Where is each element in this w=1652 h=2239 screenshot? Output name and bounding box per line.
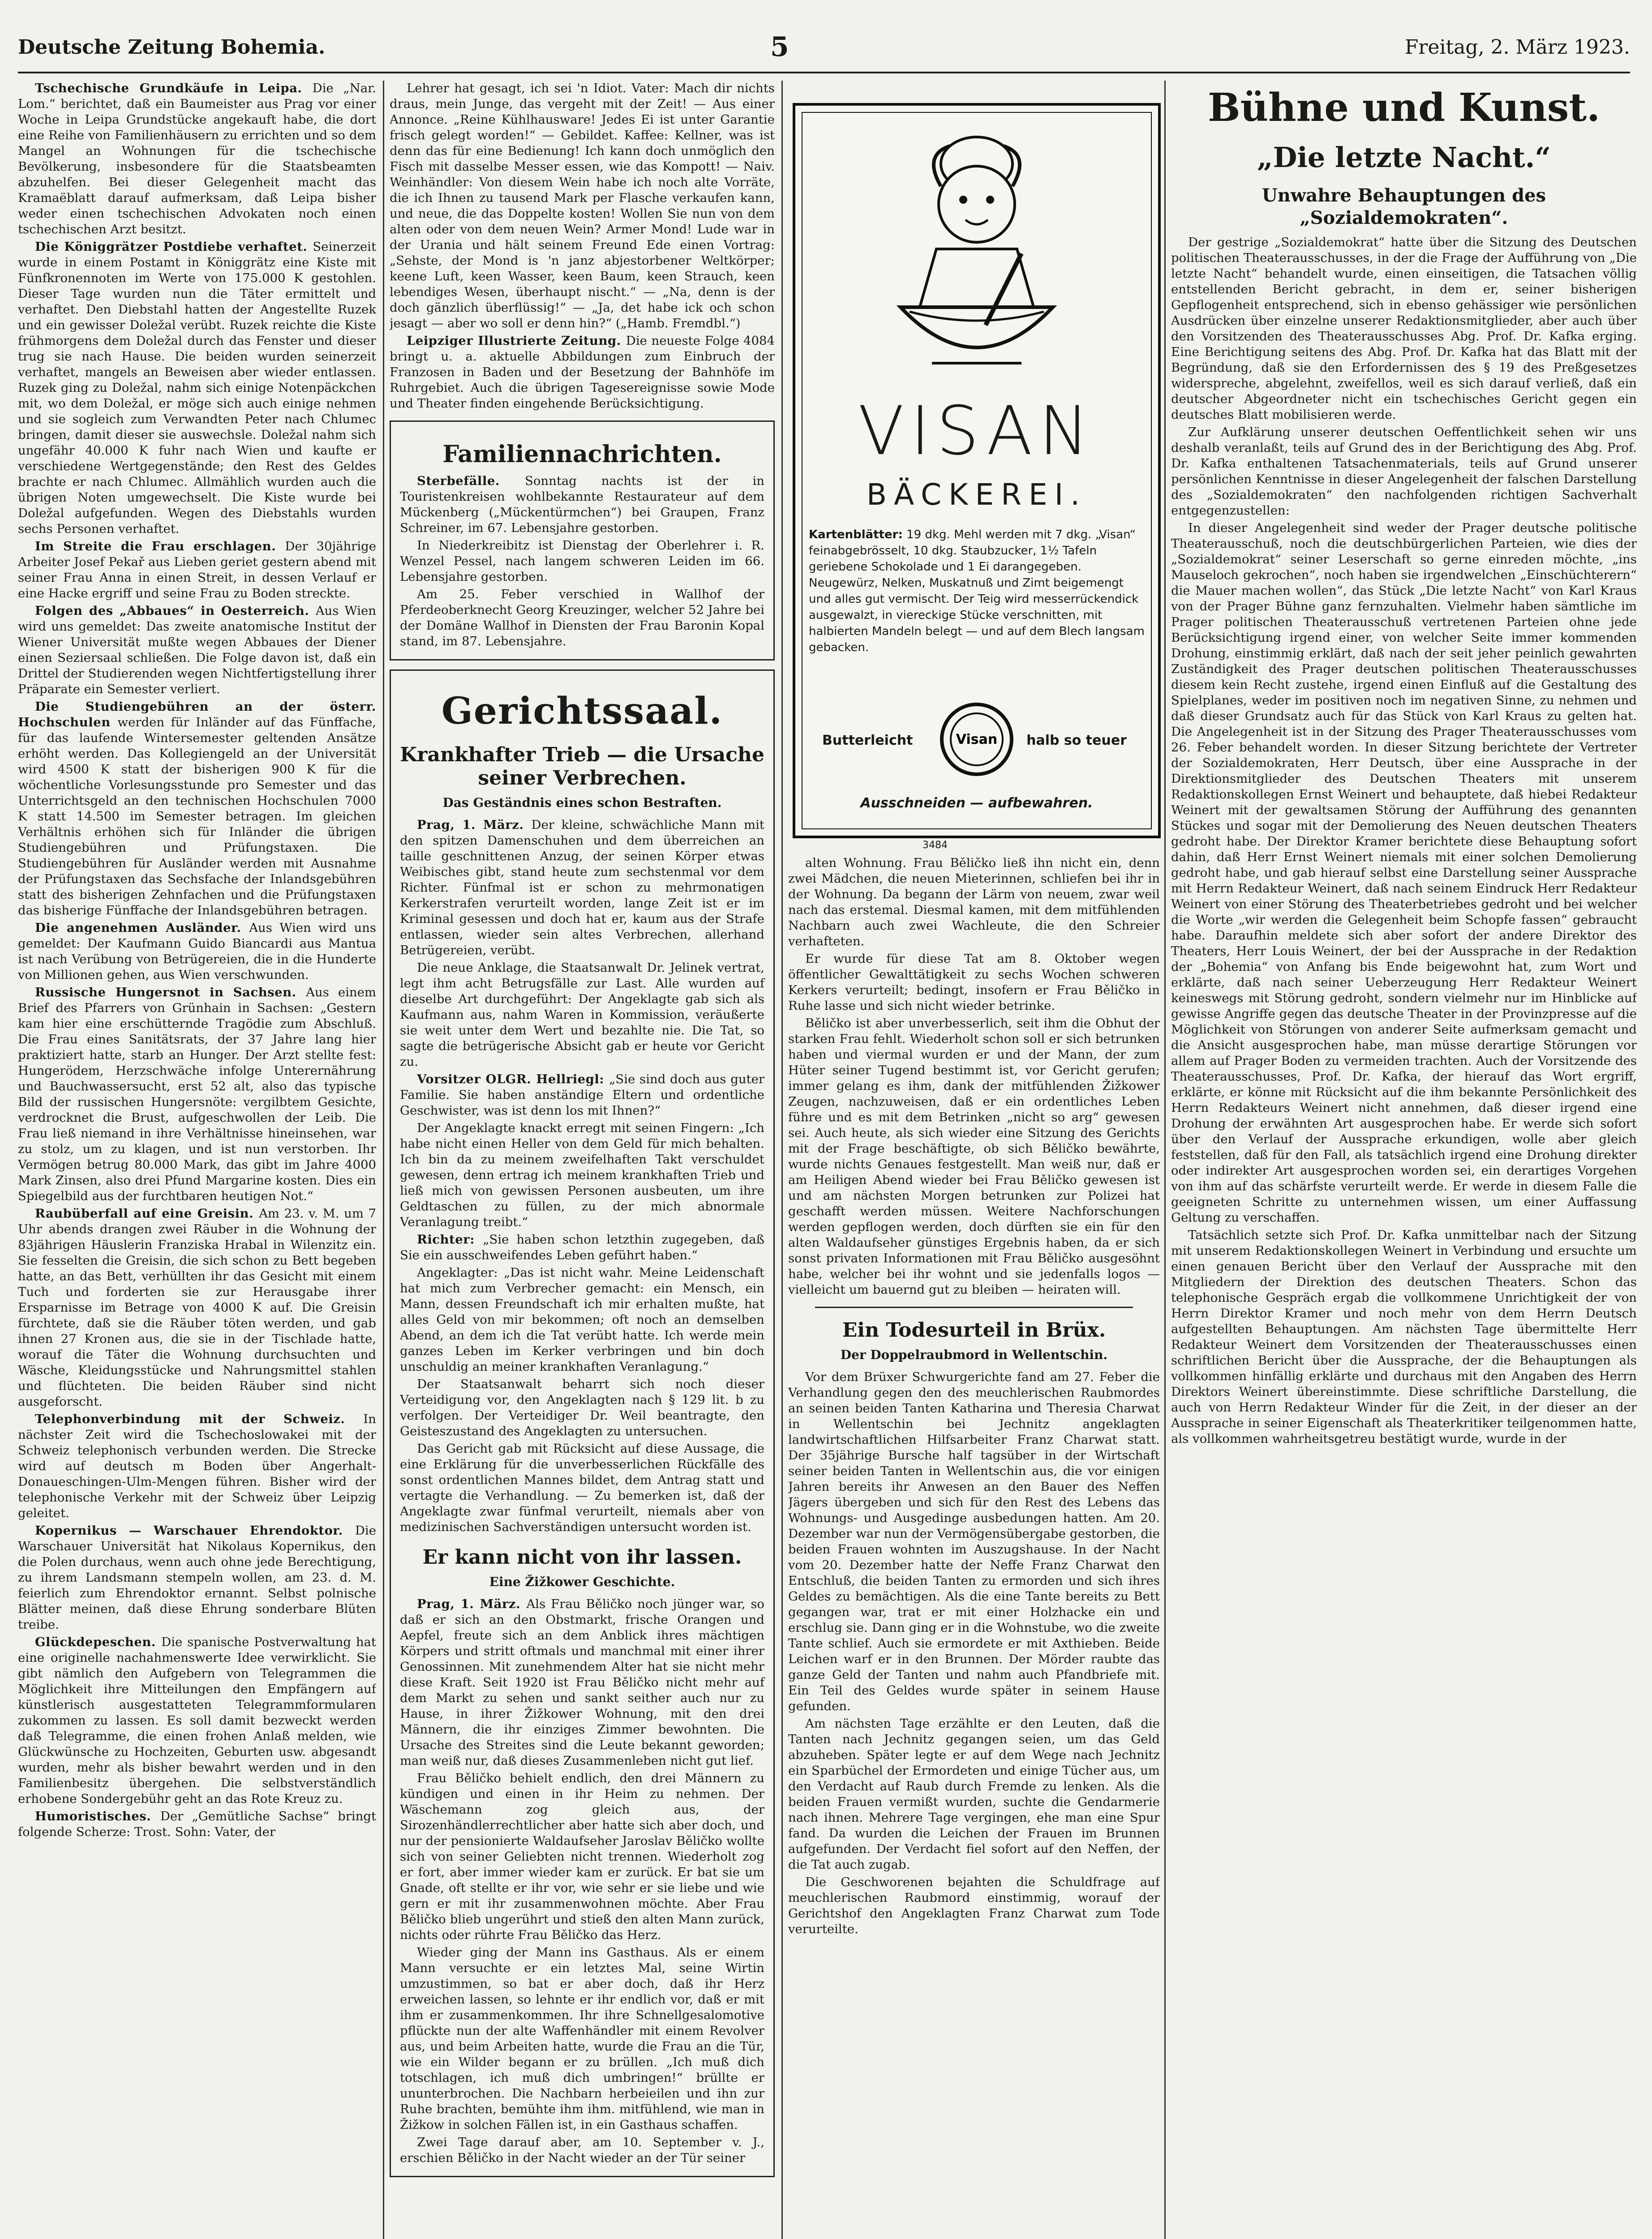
- article-paragraph: [18, 603, 376, 697]
- article-paragraph: [400, 817, 764, 958]
- gerichtssaal-heading: Gerichtssaal.: [441, 690, 723, 733]
- page-number: 5: [770, 31, 789, 63]
- article-paragraph: [400, 2135, 764, 2166]
- paragraph-text: Lehrer hat gesagt, ich sei 'n Idiot. Vater: Mach dir nichts draus, mein Junge, das vergeht mit der Zeit! — Aus einer Annonce. „Reine Kühlhausware! Jedes Ei ist unter Garantie frisch gelegt worden!“ — Gebildet. Kaffee: Kellner, was ist denn das für eine Bedienung! Ich kann doch unmöglich den Fisch mit dasselbe Messer essen, wie das Kompott! — Naiv. Weinhändler: Von diesem Wein habe ich noch alte Vorräte, die ich Ihnen zu tausend Mark per Flasche verkaufen kann, und neue, die das Doppelte kosten! Wollen Sie nun von dem alten oder von dem neuen Wein? Armer Mond! Lude war in der Urania und hält seinem Freund Ede einen Vortrag: „Sehste, der Mond is 'n janz abjestorbener Weltkörper; keene Luft, keen Wasser, keen Baum, keen Strauch, keen lebendiges Wesen, überhaupt nischt.“ — „Na, denn is der doch gänzlich überflüssig!“ — „Ja, det habe ick och schon jesagt — aber wo soll er denn hin?“ („Hamb. Fremdbl.“): [390, 81, 775, 330]
- paragraph-text: alten Wohnung. Frau Běličko ließ ihn nicht ein, denn zwei Mädchen, die neuen Mieterinnen, schliefen bei ihr in der Wohnung. Da begann der Lärm von neuem, zwar weil nach das erstemal. Diesmal kamen, mit dem mitfühlenden Nachbarn auch zwei Wachleute, die den Schreier verhafteten.: [788, 856, 1160, 948]
- paragraph-text: Die Geschworenen bejahten die Schuldfrage auf meuchlerischen Raubmord einstimmig, worauf der Gerichtshof den Angeklagten Franz Charwat zum Tode verurteilte.: [788, 1875, 1160, 1936]
- gerichtssaal-kicker: Das Geständnis eines schon Bestraften.: [442, 795, 722, 810]
- er-kann-nicht-kicker: Eine Žižkower Geschichte.: [489, 1574, 675, 1589]
- column-2: [390, 81, 775, 2239]
- article-paragraph: [18, 920, 376, 983]
- article-paragraph: [400, 473, 764, 536]
- article-paragraph: [400, 1596, 764, 1769]
- column-rule: [1164, 81, 1166, 2239]
- top-rule: [18, 72, 1630, 73]
- die-letzte-nacht-subtitle: Unwahre Behauptungen des „Sozialdemokraten“.: [1262, 185, 1546, 228]
- column-rule: [781, 81, 783, 2239]
- ad-recipe-text: 19 dkg. Mehl werden mit 7 dkg. „Visan“ feinabgebrösselt, 10 dkg. Staubzucker, 1½ Tafeln geriebene Schokolade und 1 Ei darangegeben. Neugewürz, Nelken, Muskatnuß und Zimt beigemengt und alles gut vermischt. Der Teig wird messerrückendick ausgewalzt, in viereckige Stücke verschnitten, mit halbierten Mandeln belegt — und auf dem Blech langsam gebacken.: [809, 528, 1145, 654]
- die-letzte-nacht-title: „Die letzte Nacht.“: [1257, 141, 1551, 174]
- paragraph-text: Aus Wien wird uns gemeldet: Das zweite anatomische Institut der Wiener Universität mußte wegen Abbaues der Diener einen Seziersaal schließen. Die Folge davon ist, daß ein Drittel der Studierenden wegen Nichtfertigstellung ihrer Präparate ein Semester verliert.: [18, 604, 376, 696]
- ad-brand: VISAN: [858, 392, 1095, 470]
- article-paragraph: [1171, 520, 1637, 1226]
- er-kann-nicht-heading: Er kann nicht von ihr lassen.: [422, 1546, 742, 1569]
- paragraph-text: Das Gericht gab mit Rücksicht auf diese Aussage, die eine Erklärung für die unverbesserlichen Rückfälle des sonst ordentlichen Mannes bildet, dem Antrag statt und vertagte die Verhandlung. — Zu bemerken ist, daß der Angeklagte zwar fünfmal verurteilt, niemals aber von medizinischen Sachverständigen untersucht worden ist.: [400, 1441, 764, 1534]
- paragraph-text: Angeklagter: „Das ist nicht wahr. Meine Leidenschaft hat mich zum Verbrecher gemacht: ein Mensch, ein Mann, dessen Freundschaft ich mir erhalten mußte, hat alles Geld von mir bekommen; oft noch an demselben Abend, an dem ich die Tat verübt hatte. Ich werde mein ganzes Leben im Kerker verbringen und bin doch unschuldig an meiner krankhaften Veranlagung.“: [400, 1265, 764, 1374]
- paragraph-text: Vor dem Brüxer Schwurgerichte fand am 27. Feber die Verhandlung gegen den des meuchlerischen Raubmordes an seinen beiden Tanten Katharina und Theresia Charwat in Wellentschin bei Jechnitz angeklagten landwirtschaftlichen Hilfsarbeiter Franz Charwat statt. Der 35jährige Bursche half tagsüber in der Wirtschaft seiner beiden Tanten in Wellentschin aus, die vor einigen Jahren bereits ihr Anwesen an den Bauer des Neffen Jägers übergeben und sich für den Rest des Lebens das Wohnungs- und Ausgedinge ausbedungen hatten. Am 20. Dezember war nun der Vermögensübergabe gestorben, die beiden Frauen wohnten im Auszugshause. In der Nacht vom 20. Dezember hatte der Neffe Franz Charwat den Entschluß, die beiden Tanten zu ermorden und sich ihres Geldes zu bemächtigen. Als die eine Tante bereits zu Bett gegangen war, trat er mit einer Holzhacke ein und erschlug sie. Dann ging er in die Wohnstube, wo die zweite Tante schlief. Auch sie ermordete er mit Axthieben. Beide Leichen warf er in den Brunnen. Der Mörder raubte das ganze Geld der Tanten und nahm auch Pfandbriefe mit. Ein Teil des Geldes wurde später in seinem Hause gefunden.: [788, 1370, 1160, 1713]
- buhne-und-kunst-body: [1171, 235, 1637, 1447]
- column-3: [788, 855, 1160, 2239]
- article-paragraph: [400, 1232, 764, 1263]
- paragraph-text: Zur Aufklärung unserer deutschen Oeffentlichkeit sehen wir uns deshalb veranlaßt, teils auf Grund des in der Berichtigung des Abg. Prof. Dr. Kafka enthaltenen Tatsachenmaterials, teils auf Grund unserer persönlichen Kenntnisse in dieser Angelegenheit der falschen Darstellung des „Sozialdemokraten“ den nachfolgenden richtigen Sachverhalt entgegenzustellen:: [1171, 425, 1637, 518]
- visan-can-icon: [939, 701, 1015, 777]
- article-paragraph: [18, 1523, 376, 1633]
- paragraph-lead: Richter:: [417, 1232, 483, 1247]
- paragraph-text: Die neueste Folge 4084 bringt u. a. aktuelle Abbildungen zum Einbruch der Franzosen in Baden und der Besetzung der Bahnhöfe im Ruhrgebiet. Auch die übrigen Tagesereignisse sowie Mode und Theater finden eingehende Berücksichtigung.: [390, 334, 775, 411]
- paragraph-text: Der „Gemütliche Sachse“ bringt folgende Scherze: Trost. Sohn: Vater, der: [18, 1809, 376, 1839]
- masthead: [18, 31, 1630, 67]
- paragraph-text: Die neue Anklage, die Staatsanwalt Dr. Jelinek vertrat, legt ihm acht Betrugsfälle zur Last. Alle wurden auf dieselbe Art durchgeführt: Der Angeklagte gab sich als Kaufmann aus, nahm Waren in Kommission, veräußerte sie weit unter dem Wert und bezahlte nie. Die Tat, so sagte die betrügerische Absicht gab er heute vor Gericht zu.: [400, 961, 764, 1069]
- paragraph-text: Die Warschauer Universität hat Nikolaus Kopernikus, den die Polen durchaus, wenn auch ohne jede Berechtigung, zu ihrem Landsmann stempeln wollen, am 23. d. M. feierlich zum Ehrendoktor ernannt. Selbst polnische Blätter meinen, daß diese Ehrung sonderbare Blüten treibe.: [18, 1523, 376, 1632]
- ad-recipe: [809, 527, 1145, 656]
- column-rule: [383, 81, 384, 2239]
- paragraph-text: Běličko ist aber unverbesserlich, seit ihm die Obhut der starken Frau fehlt. Wiederholt schon soll er sich betrunken haben und viermal wurden er und der Mann, der zum Hüter seiner Tugend bestimmt ist, vor Gericht gerufen; immer gelang es ihm, dank der mitfühlenden Žižkower Zeugen, nachzuweisen, daß er ein ordentliches Leben führe und es mit dem Betrinken „nicht so arg“ gewesen sei. Auch heute, als sich wieder eine Sitzung des Gerichts mit der Frage beschäftigte, ob sich Běličko bewährte, wurde nichts Genaues festgestellt. Man weiß nur, daß er am Heiligen Abend wieder bei Frau Běličko gewesen ist und am nächsten Morgen betrunken zur Polizei hat geschafft werden müssen. Weitere Nachforschungen werden gepflogen werden, doch dürften sie ein für den alten Waldaufseher günstiges Ergebnis haben, da er sich sonst privaten Informationen mit Frau Běličko ausgesöhnt habe, welcher bei ihr wohnt und sie jedenfalls logos — vielleicht um bauernd gut zu bleiben — heiraten will.: [788, 1016, 1160, 1297]
- paragraph-lead: Die Königgrätzer Postdiebe verhaftet.: [35, 240, 313, 254]
- paragraph-text: Tatsächlich setzte sich Prof. Dr. Kafka unmittelbar nach der Sitzung mit unserem Redaktionskollegen Weinert in Verbindung und ersuchte um einen genauen Bericht über den Verlauf der Aussprache mit den Mitgliedern der Direktion des deutschen Theaters. Schon das telephonische Gespräch ergab die vollkommene Unrichtigkeit der von Herrn Direktor Kramer und noch mehr von dem Herrn Deutsch aufgestellten Behauptungen. Am nächsten Tage übermittelte Herr Redakteur Weinert dem Vorsitzenden der Theaterausschusses einen schriftlichen Bericht über die Aussprache, der die Behauptungen als vollkommen hinfällig erklärte und durchaus mit den Angaben des Herrn Direktors Weinert übereinstimmte. Diese schriftliche Darstellung, die auch von Herrn Redakteur Winder für die Zeit, in der dieser an der Aussprache in seiner Eigenschaft als Theaterkritiker teilgenommen hatte, als vollkommen wahrheitsgetreu bestätigt wurde, wurde in der: [1171, 1228, 1637, 1446]
- paragraph-text: Die spanische Postverwaltung hat eine originelle nachahmenswerte Idee verwirklicht. Sie gibt nämlich den Aufgebern von Telegrammen die Möglichkeit ihre Mitteilungen den Empfängern auf künstlerisch ausgestatteten Telegrammformularen zukommen zu lassen. Es soll damit bezweckt werden daß Telegramme, die einen frohen Anlaß melden, wie Glückwünsche zu Hochzeiten, Geburten usw. abgesandt wurden, mehr als bisher bewahrt werden und in den Familienbesitz übergehen. Die selbstverständlich erhobene Sondergebühr geht an das Rote Kreuz zu.: [18, 1635, 376, 1806]
- article-paragraph: [788, 951, 1160, 1014]
- todesurteil-kicker: Der Doppelraubmord in Wellentschin.: [840, 1347, 1108, 1362]
- paragraph-text: Der Staatsanwalt beharrt sich noch dieser Verteidigung vor, den Angeklagten nach § 129 lit. b zu verfolgen. Der Verteidiger Dr. Weil beantragte, den Geisteszustand des Angeklagten zu untersuchen.: [400, 1377, 764, 1438]
- paragraph-lead: Leipziger Illustrierte Zeitung.: [407, 334, 626, 348]
- paragraph-lead: Folgen des „Abbaues“ in Oesterreich.: [35, 604, 316, 618]
- article-paragraph: [788, 1016, 1160, 1298]
- can-label: Visan: [956, 732, 998, 747]
- paragraph-text: Sonntag nachts ist der in Touristenkreisen wohlbekannte Restaurateur auf dem Mückenberg („Mückentürmchen“) bei Graupen, Franz Schreiner, im 67. Lebensjahre gestorben.: [400, 474, 764, 535]
- paragraph-text: Der gestrige „Sozialdemokrat“ hatte über die Sitzung des Deutschen politischen Theaterausschusses, in der die Frage der Aufführung von „Die letzte Nacht“ behandelt wurde, einen einseitigen, die Tatsachen völlig entstellenden Bericht gebracht, in dem er, seiner bisherigen Gepflogenheit entsprechend, sich in ebenso gehässiger wie persönlichen Ausdrücken über einzelne unserer Redaktionsmitglieder, aber auch über den Vorsitzenden des Theaterausschusses Abg. Prof. Dr. Kafka erging. Eine Berichtigung seitens des Abg. Prof. Dr. Kafka hat das Blatt mit der Begründung, daß sie den Erfordernissen des § 19 des Preßgesetzes widerspreche, abgelehnt, zweifellos, weil es sich darauf verließ, daß ein deutscher Abgeordneter nicht ein tschechisches Gericht gegen ein deutsches Blatt mobilisieren werde.: [1171, 235, 1637, 422]
- article-paragraph: [400, 1771, 764, 1943]
- paragraph-text: Zwei Tage darauf aber, am 10. September v. J., erschien Běličko in der Nacht wieder an der Tür seiner: [400, 2135, 764, 2165]
- paragraph-text: Er wurde für diese Tat am 8. Oktober wegen öffentlicher Gewalttätigkeit zu sechs Wochen schweren Kerkers verurteilt; bedingt, insofern er Frau Běličko in Ruhe lasse und sich nicht wieder betrinke.: [788, 952, 1160, 1013]
- paragraph-text: Wieder ging der Mann ins Gasthaus. Als er einem Mann versuchte er ein letztes Mal, seine Wirtin umzustimmen, so bat er aber doch, daß ihr Herz erweichen lassen, so lehnte er ihr endlich vor, daß er mit ihm er zusammenkommen. Ihr ihre Schnellgesalomotive pflückte nun der alte Waffenhändler mit einem Revolver aus, und beim Arbeiten hatte, wurde die Frau an die Tür, wie ein Wilder begann er zu brüllen. „Ich muß dich totschlagen, ich muß dich umbringen!“ brüllte er ununterbrochen. Die Nachbarn herbeieilen und ihn zur Ruhe brachten, bemühte ihm ihm. mitfühlend, wie man in Žižkow in solchen Fällen ist, in ein Gasthaus schaffen.: [400, 1945, 764, 2132]
- column-3-text: [788, 855, 1160, 1298]
- paper-name: Deutsche Zeitung Bohemia.: [18, 36, 326, 59]
- paragraph-lead: Russische Hungersnot in Sachsen.: [35, 985, 306, 999]
- paragraph-text: Seinerzeit wurde in einem Postamt in Königgrätz eine Kiste mit Fünfkronennoten im Werte von 175.000 K gestohlen. Dieser Tage wurden nun die Täter ermittelt und verhaftet. Den Diebstahl hatten der Angestellte Ruzek und ein gewisser Doležal verübt. Ruzek reichte die Kiste frühmorgens dem Doležal durch das Fenster und dieser trug sie nach Hause. Die beiden wurden seinerzeit verhaftet, mangels an Beweisen aber wieder entlassen. Ruzek ging zu Doležal, nahm sich einige Notenpäckchen mit, wo dem Doležal, er möge sich auch einige nehmen und sie sogleich zum Verwandten Peter nach Chlumec bringen, damit dieser sie auswechsle. Doležal nahm sich ungefähr 40.000 K fuhr nach Wien und kaufte er verschiedene Wertgegenstände; den Rest des Geldes brachte er nach Chlumec. Allmählich wurden auch die übrigen Noten umgewechselt. Die Kiste wurde bei Doležal aufgefunden. Wegen des Diebstahls wurden sechs Personen verhaftet.: [18, 240, 376, 536]
- article-paragraph: [400, 538, 764, 585]
- visan-advertisement: [793, 103, 1161, 838]
- article-paragraph: [400, 1377, 764, 1439]
- paragraph-text: Am 25. Feber verschied in Wallhof der Pferdeoberknecht Georg Kreuzinger, welcher 52 Jahre bei der Domäne Wallhof in Diensten der Frau Baronin Kopal stand, im 87. Lebensjahre.: [400, 587, 764, 648]
- child-baking-illustration: [874, 119, 1080, 388]
- article-paragraph: [400, 587, 764, 649]
- article-paragraph: [788, 855, 1160, 949]
- article-paragraph: [18, 539, 376, 601]
- article-paragraph: [1171, 425, 1637, 519]
- section-rule: [815, 1307, 1133, 1308]
- column-1: [18, 81, 376, 2239]
- paragraph-lead: Glückdepeschen.: [35, 1635, 162, 1649]
- article-paragraph: [788, 1874, 1160, 1937]
- paragraph-lead: Vorsitzer OLGR. Hellriegl:: [417, 1072, 609, 1086]
- gerichtssaal-body: [400, 817, 764, 1535]
- article-paragraph: [18, 985, 376, 1204]
- article-paragraph: [400, 1945, 764, 2133]
- article-paragraph: [18, 1809, 376, 1840]
- article-paragraph: [400, 1120, 764, 1230]
- paragraph-lead: Im Streite die Frau erschlagen.: [35, 539, 285, 553]
- paragraph-text: Aus einem Brief des Pfarrers von Grünhain in Sachsen: „Gestern kam hier eine erschütternde Tragödie zum Abschluß. Die Frau eines Sanitätsrats, der 37 Jahre lang hier praktiziert hatte, starb an Hunger. Der Arzt stellte fest: Hungerödem, Herzschwäche infolge Unterernährung und Bauchwassersucht, erst 52 alt, also das typische Bild der russischen Hungersnöte: vergilbtem Gesichte, verdrocknet die Brust, aufgeschwollen der Leib. Die Frau ließ niemand in ihre Verhältnisse hineinsehen, war zu stolz, um zu klagen, und ist nun verstorben. Ihr Vermögen betrug 80.000 Mark, das gibt im Jahre 4000 Mark Zinsen, also drei Pfund Margarine kosten. Dies ein Spiegelbild aus der furchtbaren heutigen Not.“: [18, 985, 376, 1203]
- paragraph-text: In dieser Angelegenheit sind weder der Prager deutsche politische Theaterausschuß, noch die deutschbürgerlichen Parteien, wie dies der „Sozialdemokrat“ seiner Leserschaft so gerne einreden möchte, „ins Mauseloch gekrochen“, noch haben sie irgendwelchen „Einschüchterern“ die Mauer machen wollen“, das Stück „Die letzte Nacht“ von Karl Kraus von der Prager Bühne ganz fernzuhalten. Vielmehr haben sämtliche im Prager politischen Theaterausschuß vertretenen Parteien ohne jede Berücksichtigung irgend einer, von welcher Seite immer kommenden Drohung, einstimmig erklärt, daß nach der seit jeher peinlich gewahrten Zuständigkeit des Prager deutschen politischen Theaterausschusses diesem kein Recht zustehe, irgend einen Einfluß auf die Gestaltung des Spielplanes, weder im positiven noch im negativen Sinne, zu nehmen und daß dieser Grundsatz auch für das Stück von Karl Kraus zu gelten hat. Die Angelegenheit ist in der Sitzung des Prager Theaterausschusses vom 26. Feber behandelt worden. In dieser Sitzung berichtete der Vertreter der Sozialdemokraten, Herr Deutsch, über eine Aussprache in der Direktionsmitglieder des Deutschen Theaters mit unserem Redaktionskollegen Ernst Weinert und behauptete, daß hiebei Redakteur Weinert mit der gewaltsamen Störung der Aufführung des genannten Stückes und sogar mit der Demolierung des Neuen deutschen Theaters gedroht habe. Der Direktor Kramer berichtete diese Behauptung sofort dahin, daß Herr Ernst Weinert niemals mit einer solchen Demolierung gedroht habe, und gab hierauf selbst eine Darstellung seiner Aussprache mit Herrn Redakteur Weinert, daß nach seinem Eindruck Herr Redakteur Weinert von einer Störung des Theaterbetriebes gedroht und bei welcher die Worte „wir werden die Gelegenheit beim Schopfe fassen“ gebraucht habe. Daraufhin meldete sich aber sofort der andere Direktor des Theaters, Herr Louis Weinert, der bei der Aussprache in der Redaktion der „Bohemia“ von Anfang bis Ende beigewohnt hat, zum Wort und erklärte, daß nach seiner Ueberzeugung Herr Redakteur Weinert keineswegs mit Störung gedroht, sondern vielmehr nur im Hinblicke auf gewisse Angriffe gegen das deutsche Theater in der Provinzpresse auf die Möglichkeit von Störungen von anderer Seite aufmerksam gemacht und die Ansicht ausgesprochen habe, man müsse derartige Störungen vor allem auf Prager Boden zu vermeiden trachten. Auch der Vorsitzende des Theaterausschusses, Prof. Dr. Kafka, der hierauf das Wort ergriff, erklärte, er könne mit Rücksicht auf die ihm bekannte Persönlichkeit des Herrn Redakteurs Weinert nicht annehmen, daß dieser irgend eine Drohung der erwähnten Art ausgesprochen habe. Er werde sich sofort über den Verlauf der Aussprache erkundigen, wolle aber gleich feststellen, daß für den Fall, als tatsächlich irgend eine Drohung direkter oder indirekter Art ausgesprochen worden sei, ein derartiges Vorgehen von ihm auf das schärfste verurteilt werde. Er werde in diesem Falle die geeigneten Schritte zu unternehmen wissen, um einer Auffassung Geltung zu verschaffen.: [1171, 521, 1637, 1225]
- paragraph-text: Am nächsten Tage erzählte er den Leuten, daß die Tanten nach Jechnitz gegangen seien, um das Geld abzuheben. Später legte er auf dem Wege nach Jechnitz ein Sparbüchel der Ermordeten und einige Tücher aus, um den Verdacht auf Raub durch Fremde zu lenken. Als die beiden Frauen vermißt wurden, suchte die Gendarmerie nach ihnen. Mehrere Tage vergingen, ehe man eine Spur fand. Da wurden die Leichen der Frauen im Brunnen aufgefunden. Der Verdacht fiel sofort auf den Neffen, der die Tat auch zugab.: [788, 1716, 1160, 1872]
- paragraph-text: Der kleine, schwächliche Mann mit den spitzen Damenschuhen und dem überreichen an taille geschnittenen Anzug, der seinen Körper etwas Weibisches gibt, stand heute zum sechstenmal vor dem Richter. Fünfmal ist er schon zu mehrmonatigen Kerkerstrafen verurteilt worden, lange Zeit ist er im Kriminal gesessen und doch hat er, kaum aus der Strafe entlassen, wieder sein altes Verbrechen, allerhand Betrügereien, verübt.: [400, 818, 764, 957]
- ad-footer: Ausschneiden — aufbewahren.: [860, 795, 1093, 811]
- paragraph-text: Frau Běličko behielt endlich, den drei Männern zu kündigen und einen in ihr Heim zu nehmen. Der Wäschemann zog gleich aus, der Sirozenhändlerrechtlicher aber hatte sich aber doch, und nur der pensionierte Waldaufseher Jaroslav Běličko wollte sich von seiner Geliebten nicht trennen. Wiederholt zog er fort, aber immer wieder kam er zurück. Er bat sie um Gnade, oft stellte er ihr vor, wie sehr er sie liebe und wie gern er mit ihr zusammenwohnen möchte. Aber Frau Běličko blieb ungerührt und stieß den alten Mann zurück, nichts oder rührte Frau Běličko das Herz.: [400, 1771, 764, 1942]
- paragraph-lead: Kopernikus — Warschauer Ehrendoktor.: [35, 1523, 355, 1538]
- issue-date: Freitag, 2. März 1923.: [1404, 36, 1630, 59]
- paragraph-lead: Die Studiengebühren an der österr. Hochschulen: [18, 699, 376, 729]
- todesurteil-body: [788, 1369, 1160, 1937]
- ad-brand-sub: BÄCKEREI.: [866, 477, 1087, 512]
- ad-number: 3484: [923, 840, 948, 851]
- article-paragraph: [1171, 1227, 1637, 1447]
- gerichtssaal-subheading: Krankhafter Trieb — die Ursache seiner Verbrechen.: [400, 743, 764, 789]
- article-paragraph: [788, 1716, 1160, 1873]
- familiennachrichten-heading: Familiennachrichten.: [442, 441, 722, 468]
- paragraph-lead: Raubüberfall auf eine Greisin.: [35, 1206, 259, 1221]
- column-4: [1171, 81, 1637, 2239]
- article-paragraph: [1171, 235, 1637, 423]
- ad-slogan-right: halb so teuer: [1026, 733, 1127, 748]
- article-paragraph: [18, 1634, 376, 1807]
- article-paragraph: [18, 81, 376, 237]
- paragraph-text: Der Angeklagte knackt erregt mit seinen Fingern: „Ich habe nicht einen Heller von dem Geld für mich behalten. Ich bin da zu meinem zweifelhaften Takt verschuldet gewesen, denn ertrag ich meinem krankhaften Trieb und ließ mich von gewissen Personen ausbeuten, um ihre Geldtaschen zu füllen, zu der mich abnormale Veranlagung treibt.“: [400, 1121, 764, 1229]
- paragraph-text: Als Frau Běličko noch jünger war, so daß er sich an den Obstmarkt, frische Orangen und Aepfel, freute sich an dem Anblick ihres mächtigen Körpers und stritt oftmals und manchmal mit einer ihrer Genossinnen. Mit zunehmendem Alter hat sie nicht mehr diese Kraft. Seit 1920 ist Frau Běličko nicht mehr auf dem Markt zu sehen und sankt seither auch nur zu Hause, in ihrer Žižkower Wohnung, mit den drei Männern, die ihr einziges Zimmer bewohnten. Die Ursache des Streites sind die Leute bekannt geworden; man weiß nur, daß dieses Zusammenleben nicht gut lief.: [400, 1597, 764, 1768]
- paragraph-lead: Die angenehmen Ausländer.: [35, 921, 249, 935]
- paragraph-lead: Tschechische Grundkäufe in Leipa.: [35, 81, 313, 95]
- paragraph-lead: Telephonverbindung mit der Schweiz.: [35, 1412, 364, 1426]
- article-paragraph: [18, 1411, 376, 1521]
- paragraph-text: In Niederkreibitz ist Dienstag der Oberlehrer i. R. Wenzel Pessel, nach langem schweren Leiden im 66. Lebensjahre gestorben.: [400, 538, 764, 584]
- ad-recipe-label: Kartenblätter:: [809, 528, 903, 541]
- article-paragraph: [390, 333, 775, 412]
- paragraph-lead: Prag, 1. März.: [417, 1597, 527, 1611]
- article-paragraph: [400, 1265, 764, 1375]
- er-kann-nicht-body: [400, 1596, 764, 2166]
- todesurteil-heading: Ein Todesurteil in Brüx.: [842, 1319, 1106, 1342]
- paragraph-text: Der 30jährige Arbeiter Josef Pekař aus Lieben geriet gestern abend mit seiner Frau Anna in einen Streit, in dessen Verlauf er eine Hacke ergriff und seine Frau zu Boden streckte.: [18, 539, 376, 600]
- paragraph-text: Aus Wien wird uns gemeldet: Der Kaufmann Guido Biancardi aus Mantua ist nach Verübung von Betrügereien, die in die Hunderte von Millionen gehen, aus Wien verschwunden.: [18, 921, 376, 982]
- article-paragraph: [18, 1206, 376, 1410]
- paragraph-text: Die „Nar. Lom.“ berichtet, daß ein Baumeister aus Prag vor einer Woche in Leipa Grundstücke angekauft habe, die dort eine Reihe von Familienhäusern zu errichten und so dem Mangel an Wohnungen für die tschechische Bevölkerung, insbesondere für die Staatsbeamten abzuhelfen. Bei dieser Gelegenheit macht das Kramaëblatt darauf aufmerksam, daß Leipa bisher weder einen tschechischen Advokaten noch einen tschechischen Arzt besitzt.: [18, 81, 376, 236]
- paragraph-lead: Prag, 1. März.: [417, 818, 532, 832]
- col2-top-text: [390, 81, 775, 412]
- article-paragraph: [788, 1369, 1160, 1714]
- buhne-und-kunst-heading: Bühne und Kunst.: [1207, 85, 1601, 130]
- paragraph-text: „Sie haben schon letzthin zugegeben, daß Sie ein ausschweifendes Leben geführt haben.“: [400, 1232, 764, 1262]
- paragraph-text: werden für Inländer auf das Fünffache, für das laufende Wintersemester geltenden Ansätze erhöht werden. Das Kollegiengeld an der Universität wird 4500 K statt der bisherigen 900 K für die wöchentliche Vorlesungsstunde pro Semester und das Unterrichtsgeld an den technischen Hochschulen 7000 K statt 14.500 im Semester betragen. Im gleichen Verhältnis erhöhen sich für Inländer die übrigen Studiengebühren und Prüfungstaxen. Die Studiengebühren für Ausländer werden mit Ausnahme der Prüfungstaxen das Sechsfache der Inlandsgebühren statt des bisherigen Zehnfachen und die Prüfungstaxen das bisherige Fünffache der Inlandsgebühren betragen.: [18, 715, 376, 918]
- article-paragraph: [400, 1441, 764, 1535]
- familiennachrichten-box: [390, 420, 775, 661]
- gerichtssaal-box: [390, 669, 775, 2177]
- article-paragraph: [18, 239, 376, 537]
- article-paragraph: [390, 81, 775, 331]
- paragraph-lead: Humoristisches.: [35, 1809, 160, 1823]
- familiennachrichten-items: [400, 473, 764, 649]
- paragraph-text: In nächster Zeit wird die Tschechoslowakei mit der Schweiz telephonisch verbunden werden. Die Strecke wird auf deutsch m Boden über Angerhalt-Donaueschingen-Ulm-Mengen führen. Bisher wird der telephonische Verkehr mit der Schweiz über Leipzig geleitet.: [18, 1412, 376, 1520]
- paragraph-text: Am 23. v. M. um 7 Uhr abends drangen zwei Räuber in die Wohnung der 83jährigen Häuslerin Franziska Hrabal in Wilenzitz ein. Sie fesselten die Greisin, die sich schon zu Bett begeben hatte, an das Bett, verhüllten ihr das Gesicht mit einem Tuch und forderten sie zur Herausgabe ihrer Ersparnisse im Betrage von 4000 K auf. Die Greisin fürchtete, daß sie die Räuber töten werden, und gab ihnen 27 Kronen aus, die sie in der Tischlade hatte, worauf die Täter die Wohnung durchsuchten und Wäsche, Kleidungsstücke und Nahrungsmittel stahlen und flüchteten. Die beiden Räuber sind nicht ausgeforscht.: [18, 1206, 376, 1409]
- paragraph-text: „Sie sind doch aus guter Familie. Sie haben anständige Eltern und ordentliche Geschwister, was ist denn los mit Ihnen?“: [400, 1072, 764, 1118]
- article-paragraph: [400, 960, 764, 1070]
- article-paragraph: [18, 699, 376, 918]
- paragraph-lead: Sterbefälle.: [417, 474, 525, 488]
- article-paragraph: [400, 1072, 764, 1119]
- ad-slogan-left: Butterleicht: [822, 733, 913, 748]
